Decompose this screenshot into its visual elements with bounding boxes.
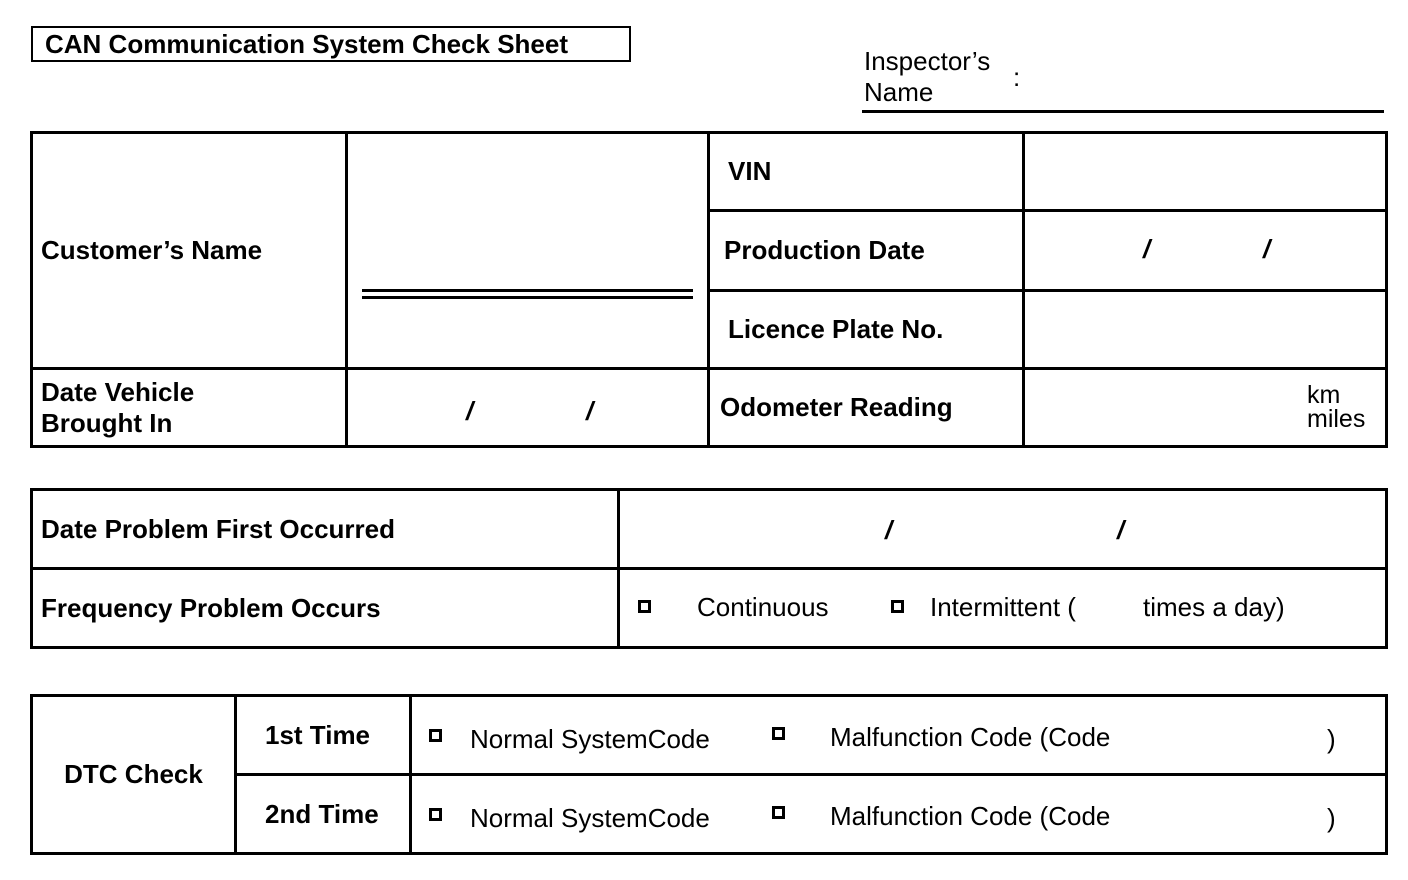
licence-plate-field[interactable]	[1024, 291, 1387, 369]
normal-code-checkbox[interactable]	[429, 808, 442, 821]
inspector-name-field[interactable]	[862, 110, 1384, 113]
times-a-day-label: times a day)	[1143, 592, 1285, 622]
continuous-label: Continuous	[697, 592, 829, 622]
malfunction-code-checkbox[interactable]	[772, 727, 785, 740]
date-brought-in-field[interactable]	[347, 369, 709, 447]
frequency-label: Frequency Problem Occurs	[32, 569, 619, 648]
vehicle-info-table	[30, 131, 1388, 448]
date-brought-in-label-line1: Date Vehicle	[41, 376, 195, 407]
inspector-colon: :	[1013, 62, 1021, 92]
odometer-field[interactable]	[1024, 369, 1387, 447]
normal-code-checkbox[interactable]	[429, 729, 442, 742]
dtc-time-label: 1st Time	[236, 696, 411, 775]
malfunction-code-close: )	[1327, 724, 1336, 754]
frequency-field	[619, 569, 1387, 648]
date-brought-in-label	[32, 369, 347, 447]
intermittent-checkbox[interactable]	[891, 600, 904, 613]
date-first-occurred-label: Date Problem First Occurred	[32, 490, 619, 569]
production-date-field[interactable]	[1024, 211, 1387, 291]
malfunction-code-label: Malfunction Code (Code	[830, 722, 1111, 752]
dtc-time-label: 2nd Time	[236, 775, 411, 854]
date-separator: /	[466, 396, 474, 426]
unit-km: km	[1307, 381, 1341, 409]
customer-name-field[interactable]	[347, 133, 709, 369]
date-separator: /	[586, 396, 594, 426]
intermittent-label: Intermittent (	[930, 592, 1076, 622]
dtc-row	[411, 775, 1387, 854]
vin-label: VIN	[709, 133, 1024, 211]
production-date-label: Production Date	[709, 211, 1024, 291]
date-separator: /	[1263, 234, 1271, 264]
double-underline-bottom	[362, 296, 693, 299]
dtc-row	[411, 696, 1387, 775]
date-separator: /	[1117, 515, 1125, 545]
normal-code-label: Normal SystemCode	[470, 803, 710, 833]
date-separator: /	[885, 515, 893, 545]
dtc-check-table	[30, 694, 1388, 855]
licence-plate-label: Licence Plate No.	[709, 291, 1024, 369]
date-brought-in-label-line2: Brought In	[41, 407, 173, 438]
malfunction-code-close: )	[1327, 803, 1336, 833]
page-title: CAN Communication System Check Sheet	[31, 26, 631, 62]
inspector-label-line2: Name	[864, 77, 934, 107]
malfunction-code-label: Malfunction Code (Code	[830, 801, 1111, 831]
problem-info-table	[30, 488, 1388, 649]
continuous-checkbox[interactable]	[638, 600, 651, 613]
date-first-occurred-field[interactable]	[619, 490, 1387, 569]
normal-code-label: Normal SystemCode	[470, 724, 710, 754]
double-underline-top	[362, 289, 693, 292]
customer-name-label: Customer’s Name	[32, 133, 347, 369]
vin-field[interactable]	[1024, 133, 1387, 211]
inspector-name-label	[864, 46, 990, 108]
unit-miles: miles	[1307, 405, 1366, 433]
inspector-label-line1: Inspector’s	[864, 46, 991, 76]
dtc-check-label: DTC Check	[32, 696, 236, 854]
malfunction-code-checkbox[interactable]	[772, 806, 785, 819]
odometer-label: Odometer Reading	[709, 369, 1024, 447]
date-separator: /	[1143, 234, 1151, 264]
